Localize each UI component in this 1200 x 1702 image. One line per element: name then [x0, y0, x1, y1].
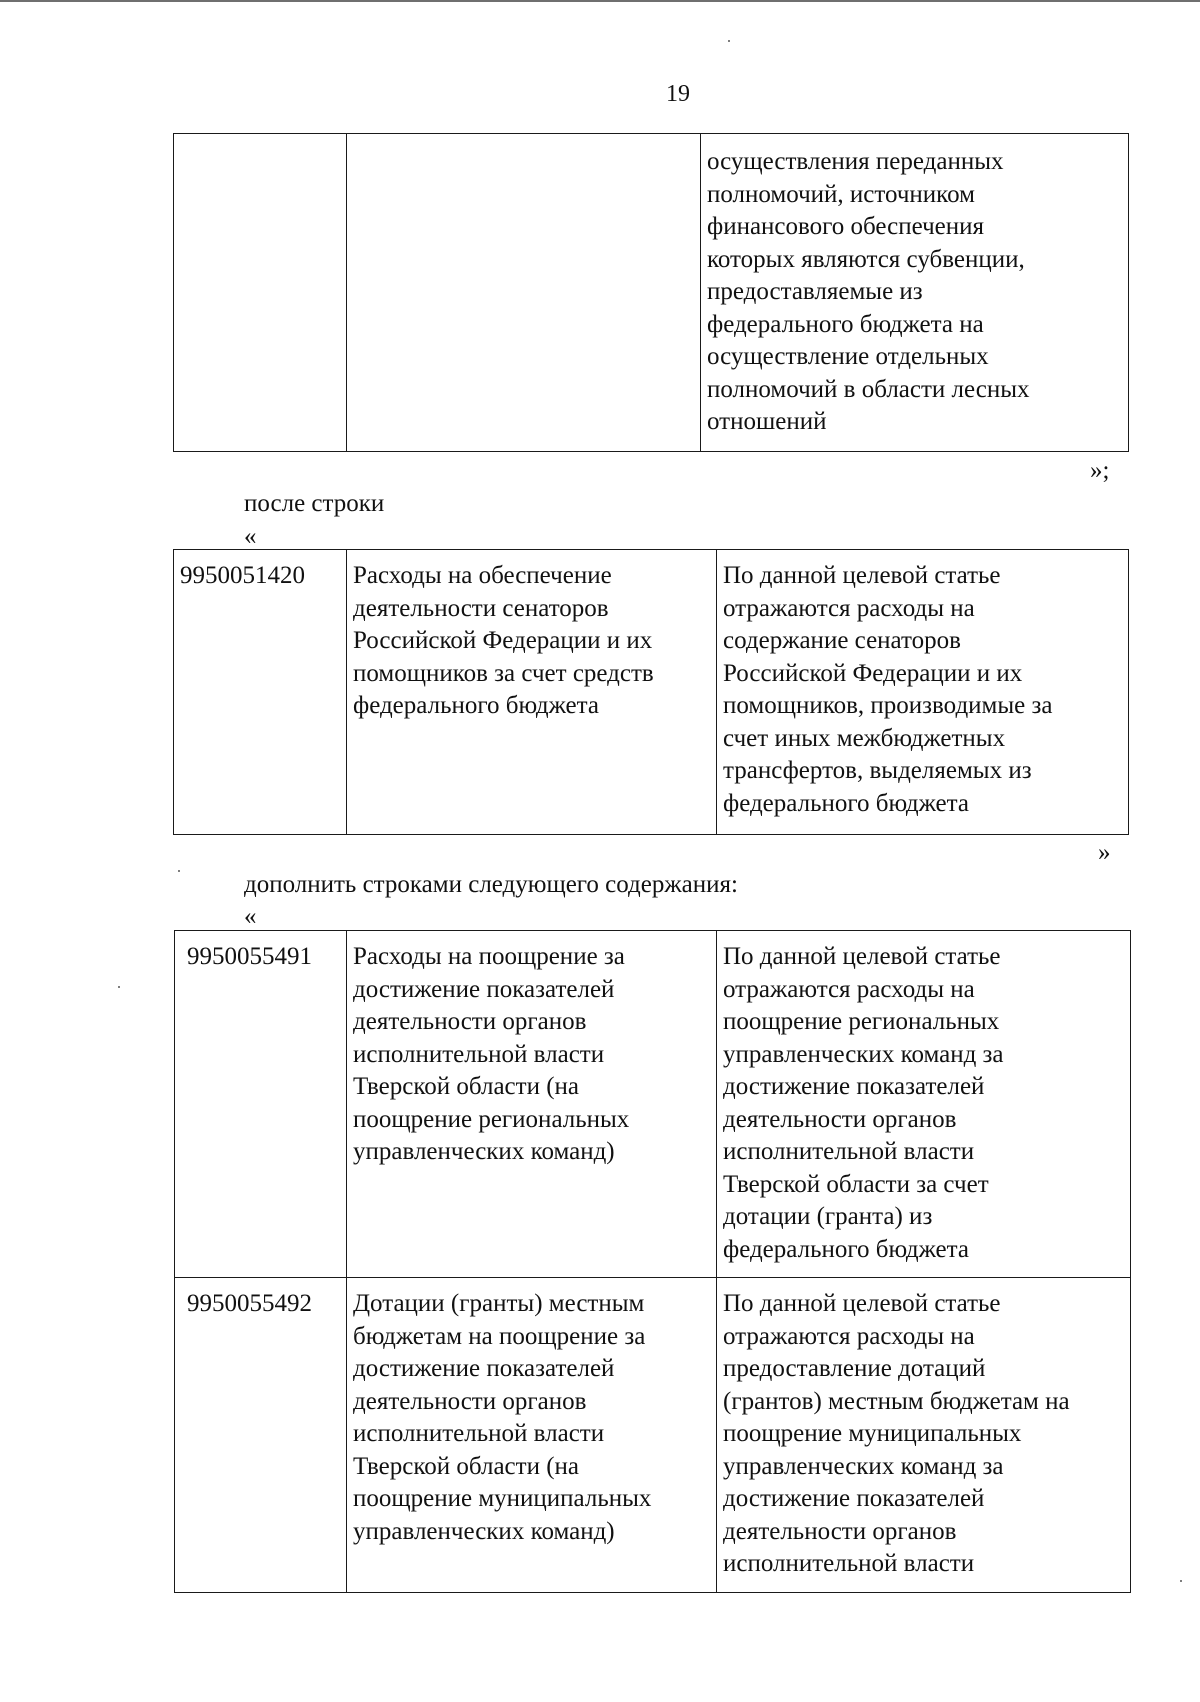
open-quote: «: [244, 903, 257, 930]
description-cell: По данной целевой статье отражаются расходы на содержание сенаторов Российской Федерации и их помощников, производимые за счет иных межбюджетных трансфертов, выделяемых из федерального бюджета: [717, 550, 1129, 835]
code-cell: [174, 134, 347, 452]
table-row: [175, 1278, 1131, 1593]
closing-quote: »: [1098, 839, 1111, 866]
scan-top-edge: [0, 0, 1200, 2]
page-number: 19: [666, 81, 690, 107]
instruction-after-line: после строки: [244, 490, 385, 517]
name-cell: Расходы на поощрение за достижение показателей деятельности органов исполнительной власти Тверской области (на поощрение региональных управленческих команд): [347, 931, 717, 1278]
name-cell: Расходы на обеспечение деятельности сенаторов Российской Федерации и их помощников за счет средств федерального бюджета: [347, 550, 717, 835]
table-row: [174, 134, 1129, 452]
code-cell: 9950055491: [175, 931, 347, 1278]
continued-table: [173, 133, 1129, 452]
scan-speck: [118, 986, 120, 988]
description-cell: осуществления переданных полномочий, источником финансового обеспечения которых являются субвенции, предоставляемые из федерального бюджета на осуществление отдельных полномочий в области лесных отношений: [701, 134, 1129, 452]
scan-speck: [1180, 1580, 1182, 1582]
scan-speck: [728, 40, 730, 42]
description-cell: По данной целевой статье отражаются расходы на поощрение региональных управленческих команд за достижение показателей деятельности органов исполнительной власти Тверской области за счет дотации (гранта) из федерального бюджета: [717, 931, 1131, 1278]
table-row: [175, 931, 1131, 1278]
code-cell: 9950055492: [175, 1278, 347, 1593]
name-cell: [347, 134, 701, 452]
code-cell: 9950051420: [174, 550, 347, 835]
name-cell: Дотации (гранты) местным бюджетам на поощрение за достижение показателей деятельности органов исполнительной власти Тверской области (на поощрение муниципальных управленческих команд): [347, 1278, 717, 1593]
closing-quote-semicolon: »;: [1090, 457, 1110, 484]
scan-speck: [178, 870, 180, 872]
description-cell: По данной целевой статье отражаются расходы на предоставление дотаций (грантов) местным бюджетам на поощрение муниципальных управленческих команд за достижение показателей деятельности органов исполнительной власти: [717, 1278, 1131, 1593]
open-quote: «: [244, 523, 257, 550]
added-rows-table: [174, 930, 1131, 1593]
instruction-add-line: дополнить строками следующего содержания:: [244, 871, 738, 898]
table-row: [174, 550, 1129, 835]
after-row-table: [173, 549, 1129, 835]
